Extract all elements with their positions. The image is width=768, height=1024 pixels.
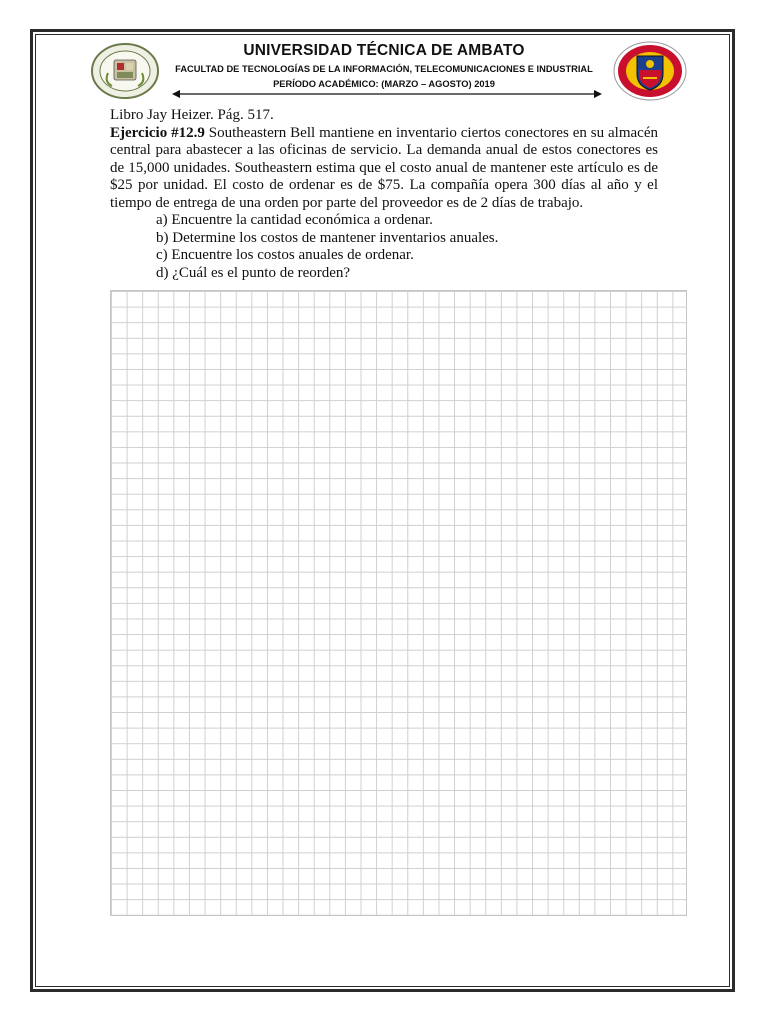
answer-grid-area[interactable] [110,290,687,916]
academic-period: PERÍODO ACADÉMICO: (MARZO – AGOSTO) 2019 [273,79,495,89]
exercise-label: Ejercicio #12.9 [110,124,205,141]
header-arrow-rule [172,89,602,99]
exercise-statement: Southeastern Bell mantiene en inventario ciertos conectores en su almacén central para abastecer a las oficinas de servicio. La demanda anual de estos conectores es de 15,000 unidades. Southeastern estima que el costo anual de mantener este artículo es de $25 por unidad. El costo de ordenar es de $75. La compañía opera 300 días al año y el tiempo de entrega de una orden por parte del proveedor es de 2 días de trabajo. [110,124,658,211]
book-reference: Libro Jay Heizer. Pág. 517. [110,107,274,123]
exercise-paragraph [110,125,658,213]
question-a: a) Encuentre la cantidad económica a ordenar. [156,212,433,228]
university-name: UNIVERSIDAD TÉCNICA DE AMBATO [243,42,525,59]
question-c: c) Encuentre los costos anuales de ordenar. [156,247,414,263]
question-b: b) Determine los costos de mantener inventarios anuales. [156,229,499,246]
faculty-name: FACULTAD DE TECNOLOGÍAS DE LA INFORMACIÓN, TELECOMUNICACIONES E INDUSTRIAL [175,64,593,74]
question-d: d) ¿Cuál es el punto de reorden? [156,264,351,281]
exercise-content [110,107,658,282]
